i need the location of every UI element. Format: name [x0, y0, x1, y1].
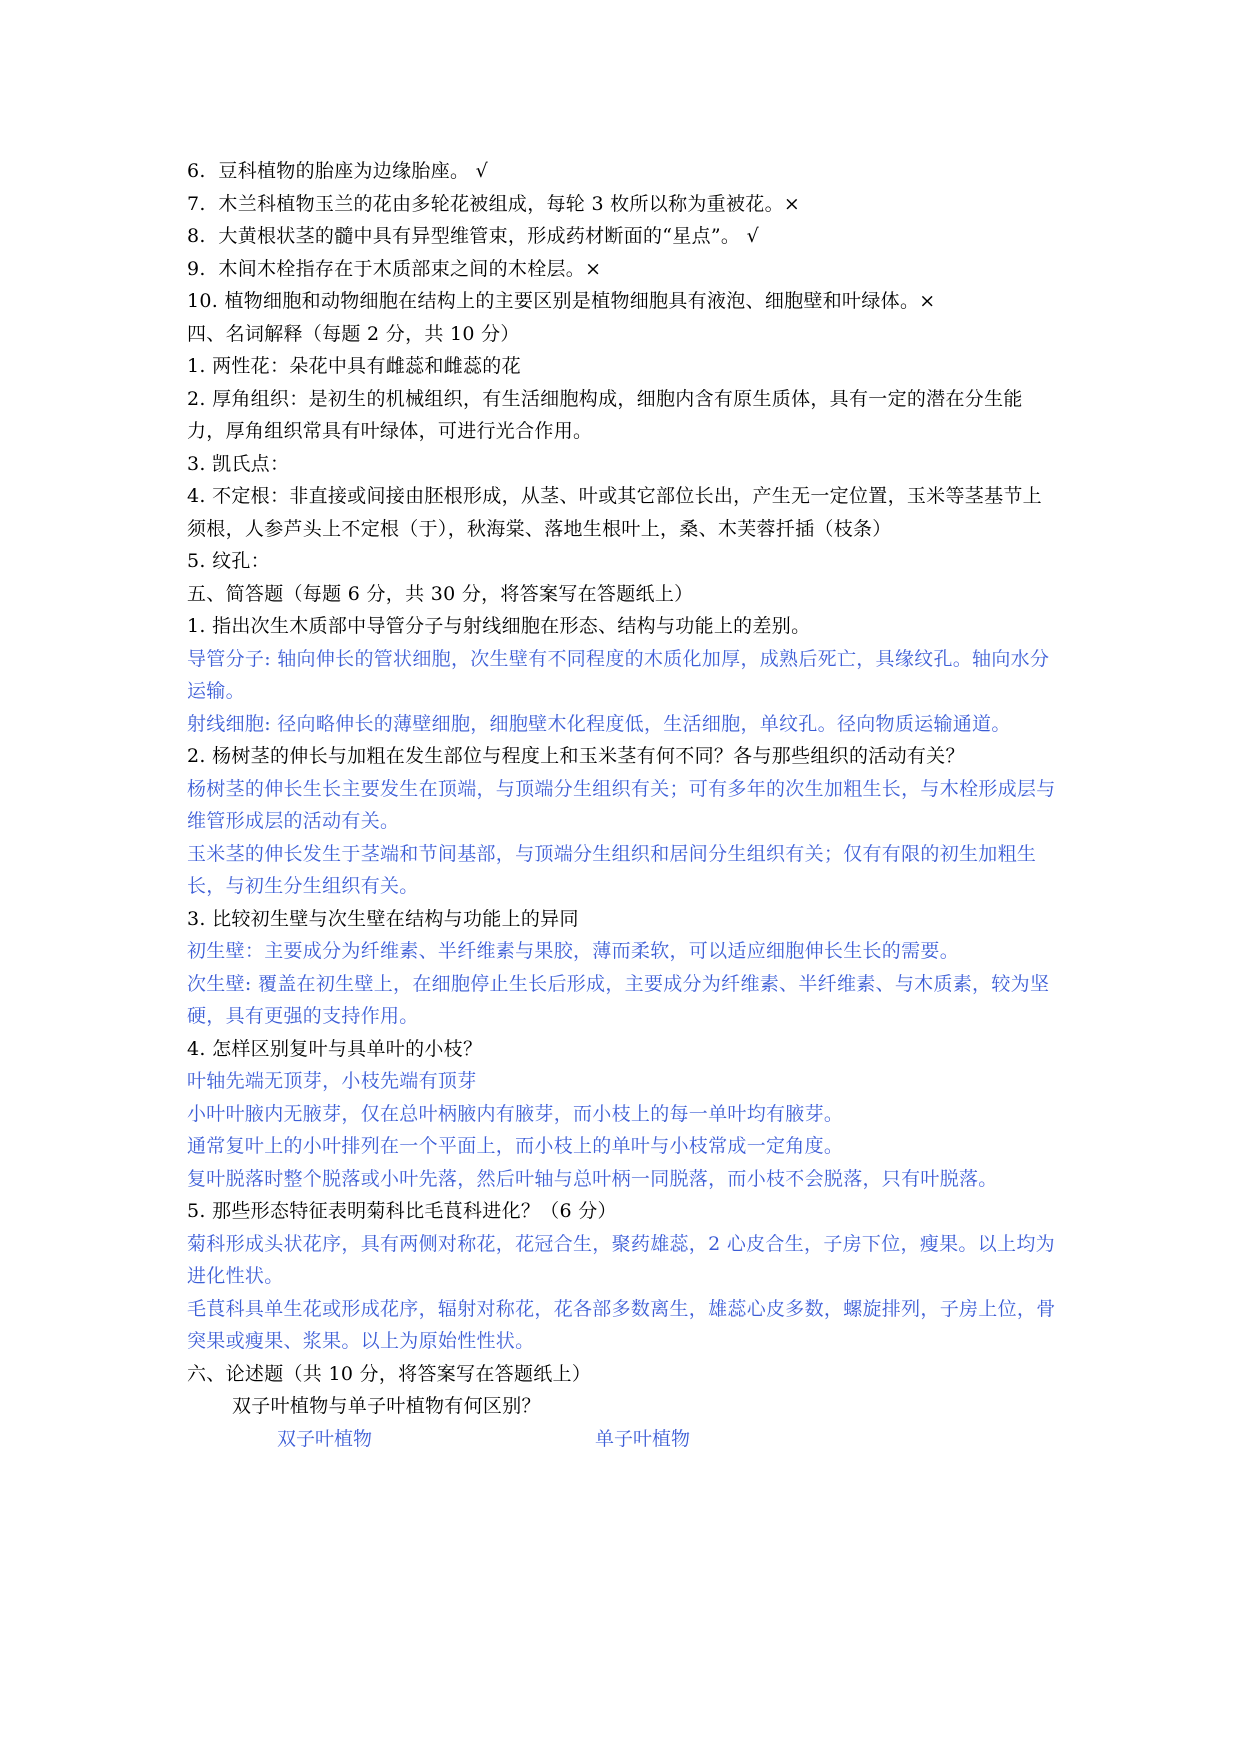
text-line: 2. 厚角组织：是初生的机械组织，有生活细胞构成，细胞内含有原生质体，具有一定的潜在分生能力，厚角组织常具有叶绿体，可进行光合作用。: [187, 387, 1023, 442]
text-line: 1. 两性花：朵花中具有雌蕊和雌蕊的花: [187, 355, 521, 377]
answer-line: 射线细胞: 径向略伸长的薄壁细胞，细胞壁木化程度低，生活细胞，单纹孔。径向物质运输通道。: [187, 712, 1011, 735]
essay-question: 双子叶植物与单子叶植物有何区别？: [232, 1395, 541, 1417]
answer-line: 初生壁：主要成分为纤维素、半纤维素与果胶，薄而柔软，可以适应细胞伸长生长的需要。: [187, 940, 960, 962]
text-line: 7. 木兰科植物玉兰的花由多轮花被组成，每轮 3 枚所以称为重被花。×: [187, 192, 801, 215]
text-line: 8. 大黄根状茎的髓中具有异型维管束，形成药材断面的“星点”。 √: [187, 225, 759, 247]
text-line: 1. 指出次生木质部中导管分子与射线细胞在形态、结构与功能上的差别。: [187, 615, 811, 637]
answer-line: 杨树茎的伸长生长主要发生在顶端，与顶端分生组织有关；可有多年的次生加粗生长，与木栓形成层与维管形成层的活动有关。: [187, 777, 1056, 832]
text-line: 10. 植物细胞和动物细胞在结构上的主要区别是植物细胞具有液泡、细胞壁和叶绿体。×: [187, 290, 936, 312]
column-header-dicot: 双子叶植物: [277, 1427, 373, 1450]
answer-line: 小叶叶腋内无腋芽，仅在总叶柄腋内有腋芽，而小枝上的每一单叶均有腋芽。: [187, 1102, 844, 1125]
answer-line: 次生壁: 覆盖在初生壁上，在细胞停止生长后形成，主要成分为纤维素、半纤维素、与木质素，较为坚硬，具有更强的支持作用。: [187, 972, 1050, 1027]
text-line: 4. 怎样区别复叶与具单叶的小枝？: [187, 1037, 483, 1060]
text-line: 四、名词解释（每题 2 分，共 10 分）: [187, 322, 520, 345]
answer-line: 通常复叶上的小叶排列在一个平面上，而小枝上的单叶与小枝常成一定角度。: [187, 1135, 844, 1157]
text-line: 六、论述题（共 10 分，将答案写在答题纸上）: [187, 1362, 592, 1385]
text-line: 5. 那些形态特征表明菊科比毛茛科进化？（6 分）: [187, 1200, 617, 1222]
text-line: 3. 比较初生壁与次生壁在结构与功能上的异同: [187, 907, 579, 930]
answer-line: 复叶脱落时整个脱落或小叶先落，然后叶轴与总叶柄一同脱落，而小枝不会脱落，只有叶脱落。: [187, 1167, 998, 1190]
answer-line: 叶轴先端无顶芽，小枝先端有顶芽: [187, 1070, 477, 1092]
answer-line: 玉米茎的伸长发生于茎端和节间基部，与顶端分生组织和居间分生组织有关；仅有有限的初生加粗生长，与初生分生组织有关。: [187, 842, 1037, 897]
answer-line: 毛茛科具单生花或形成花序，辐射对称花，花各部多数离生，雄蕊心皮多数，螺旋排列，子房上位，骨突果或瘦果、浆果。以上为原始性性状。: [187, 1297, 1056, 1352]
document-content: [187, 155, 1059, 1455]
answer-line: 导管分子: 轴向伸长的管状细胞，次生壁有不同程度的木质化加厚，成熟后死亡，具缘纹孔。轴向水分运输。: [187, 647, 1050, 702]
text-line: 5. 纹孔：: [187, 550, 270, 572]
text-line: 4. 不定根：非直接或间接由胚根形成，从茎、叶或其它部位长出，产生无一定位置，玉米等茎基节上须根，人参芦头上不定根（于），秋海棠、落地生根叶上，桑、木芙蓉扦插（枝条）: [187, 485, 1042, 540]
column-header-monocot: 单子叶植物: [595, 1427, 691, 1450]
text-line: 2. 杨树茎的伸长与加粗在发生部位与程度上和玉米茎有何不同？各与那些组织的活动有关？: [187, 745, 965, 767]
answer-line: 菊科形成头状花序，具有两侧对称花，花冠合生，聚药雄蕊，2 心皮合生，子房下位，瘦果。以上均为进化性状。: [187, 1232, 1055, 1287]
text-line: 3. 凯氏点：: [187, 452, 290, 475]
text-line: 五、简答题（每题 6 分，共 30 分，将答案写在答题纸上）: [187, 582, 694, 605]
text-line: 9. 木间木栓指存在于木质部束之间的木栓层。×: [187, 257, 602, 280]
comparison-headers: [187, 1423, 1059, 1456]
text-line: 6. 豆科植物的胎座为边缘胎座。 √: [187, 160, 489, 182]
text-lines: [187, 155, 1059, 1390]
